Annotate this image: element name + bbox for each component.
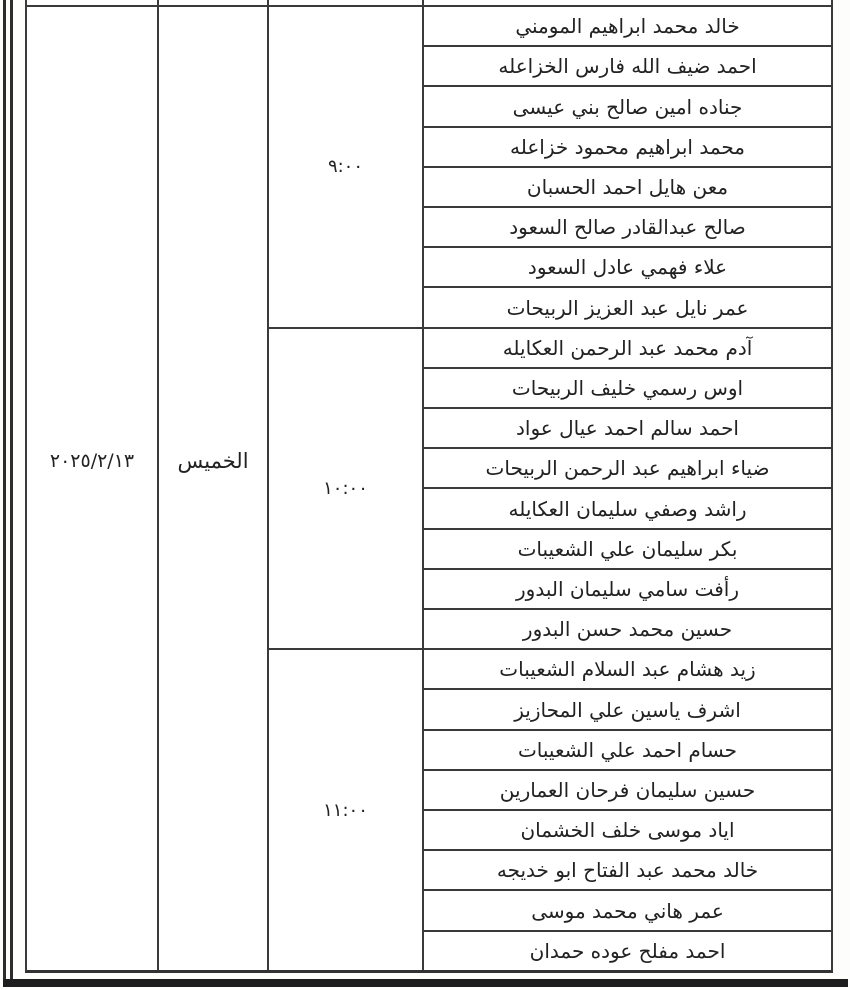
name-cell: اوس رسمي خليف الربيحات bbox=[424, 367, 831, 407]
name-cell: معن هايل احمد الحسبان bbox=[424, 166, 831, 206]
cut-row-sliver bbox=[27, 0, 157, 7]
time-slot-cell: ١٠:٠٠ bbox=[269, 327, 422, 649]
page-border-bottom bbox=[3, 979, 848, 987]
cut-row-sliver bbox=[424, 0, 831, 7]
date-value: ٢٠٢٥/٢/١٣ bbox=[49, 450, 135, 472]
day-value: الخميس bbox=[177, 449, 249, 473]
name-cell: زيد هشام عبد السلام الشعيبات bbox=[424, 648, 831, 688]
page-border-left-outer bbox=[3, 0, 6, 986]
name-cell: عمر هاني محمد موسى bbox=[424, 889, 831, 929]
time-column bbox=[269, 0, 424, 970]
name-cell: رأفت سامي سليمان البدور bbox=[424, 568, 831, 608]
name-cell: حسام احمد علي الشعيبات bbox=[424, 729, 831, 769]
day-cell bbox=[159, 7, 267, 970]
date-column bbox=[27, 0, 159, 970]
name-cell: اياد موسى خلف الخشمان bbox=[424, 809, 831, 849]
name-cell: آدم محمد عبد الرحمن العكايله bbox=[424, 327, 831, 367]
name-cell: خالد محمد عبد الفتاح ابو خديجه bbox=[424, 849, 831, 889]
name-cell: صالح عبدالقادر صالح السعود bbox=[424, 206, 831, 246]
name-cell: علاء فهمي عادل السعود bbox=[424, 246, 831, 286]
name-cell: احمد ضيف الله فارس الخزاعله bbox=[424, 45, 831, 85]
schedule-table bbox=[25, 0, 833, 973]
cut-row-sliver bbox=[269, 0, 422, 7]
name-cell: خالد محمد ابراهيم المومني bbox=[515, 14, 740, 39]
name-cell: احمد مفلح عوده حمدان bbox=[424, 930, 831, 970]
name-cell: حسين محمد حسن البدور bbox=[424, 608, 831, 648]
name-cell: جناده امين صالح بني عيسى bbox=[424, 85, 831, 125]
time-slot-cell: ١١:٠٠ bbox=[269, 648, 422, 970]
time-slot-cell: ٩:٠٠ bbox=[327, 156, 364, 178]
name-cell: احمد سالم احمد عيال عواد bbox=[424, 407, 831, 447]
name-cell: محمد ابراهيم محمود خزاعله bbox=[424, 126, 831, 166]
page-border-left-inner bbox=[10, 0, 13, 986]
name-cell: حسين سليمان فرحان العمارين bbox=[424, 769, 831, 809]
name-cell: ضياء ابراهيم عبد الرحمن الربيحات bbox=[424, 447, 831, 487]
name-cell: راشد وصفي سليمان العكايله bbox=[424, 487, 831, 527]
name-cell: عمر نايل عبد العزيز الربيحات bbox=[424, 286, 831, 326]
name-cell: بكر سليمان علي الشعيبات bbox=[424, 528, 831, 568]
names-column bbox=[424, 0, 831, 970]
cut-row-sliver bbox=[159, 0, 267, 7]
name-cell: اشرف ياسين علي المحازيز bbox=[424, 688, 831, 728]
day-column bbox=[159, 0, 269, 970]
date-cell bbox=[27, 7, 157, 970]
